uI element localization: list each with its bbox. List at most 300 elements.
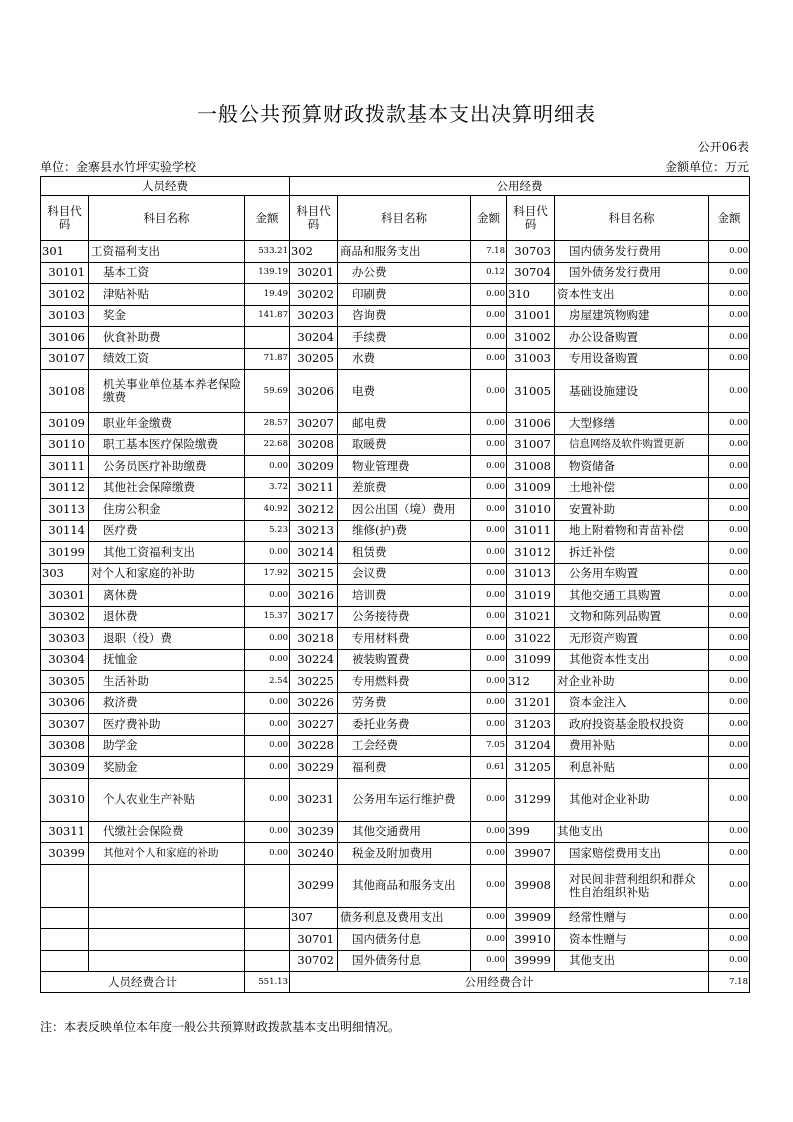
cell-code: 31006 (507, 413, 555, 435)
cell-name: 地上附着物和青苗补偿 (555, 520, 709, 542)
cell-name: 其他交通工具购置 (555, 585, 709, 607)
cell-code: 31099 (507, 649, 555, 671)
cell-code: 30225 (290, 671, 338, 693)
cell-amount (245, 864, 290, 907)
table-row (41, 649, 750, 671)
cell-name: 咨询费 (338, 305, 471, 327)
cell-amount: 139.19 (245, 262, 290, 284)
cell-code: 30214 (290, 542, 338, 564)
cell-name: 津贴补贴 (89, 284, 245, 306)
cell-amount: 0.00 (471, 434, 507, 456)
cell-name: 国家赔偿费用支出 (555, 843, 709, 865)
cell-code: 30703 (507, 241, 555, 263)
amount-header: 金额 (709, 196, 750, 241)
table-row (41, 520, 750, 542)
cell-code: 30102 (41, 284, 89, 306)
cell-amount: 0.00 (471, 907, 507, 929)
cell-name: 奖励金 (89, 757, 245, 779)
cell-code: 30702 (290, 950, 338, 972)
cell-name: 其他商品和服务支出 (338, 864, 471, 907)
cell-amount: 0.00 (245, 821, 290, 843)
cell-code: 30112 (41, 477, 89, 499)
cell-amount: 0.00 (471, 843, 507, 865)
cell-amount: 2.54 (245, 671, 290, 693)
cell-code (41, 907, 89, 929)
cell-amount: 0.00 (709, 671, 750, 693)
cell-amount: 3.72 (245, 477, 290, 499)
cell-amount: 0.00 (245, 692, 290, 714)
cell-amount: 19.49 (245, 284, 290, 306)
cell-amount: 0.00 (709, 348, 750, 370)
cell-amount: 28.57 (245, 413, 290, 435)
cell-name: 抚恤金 (89, 649, 245, 671)
cell-name: 办公费 (338, 262, 471, 284)
table-row (41, 262, 750, 284)
table-body (41, 241, 750, 972)
table-row (41, 929, 750, 951)
cell-amount: 0.00 (245, 585, 290, 607)
cell-amount: 0.00 (709, 542, 750, 564)
cell-code: 31009 (507, 477, 555, 499)
cell-name: 其他工资福利支出 (89, 542, 245, 564)
public-total-value: 7.18 (709, 972, 750, 993)
cell-amount: 22.68 (245, 434, 290, 456)
cell-code: 31002 (507, 327, 555, 349)
cell-name: 专用材料费 (338, 628, 471, 650)
cell-amount: 0.00 (471, 477, 507, 499)
table-row (41, 284, 750, 306)
cell-amount: 0.00 (709, 477, 750, 499)
cell-name: 信息网络及软件购置更新 (555, 434, 709, 456)
cell-code: 31204 (507, 735, 555, 757)
cell-amount: 0.00 (709, 757, 750, 779)
cell-name: 因公出国（境）费用 (338, 499, 471, 521)
cell-code: 30308 (41, 735, 89, 757)
cell-name: 拆迁补偿 (555, 542, 709, 564)
cell-amount: 0.00 (471, 585, 507, 607)
cell-name: 国内债务付息 (338, 929, 471, 951)
cell-name: 绩效工资 (89, 348, 245, 370)
cell-name: 救济费 (89, 692, 245, 714)
cell-amount: 0.00 (709, 499, 750, 521)
cell-name: 对民间非营利组织和群众性自治组织补贴 (555, 864, 709, 907)
table-row (41, 434, 750, 456)
cell-code: 39907 (507, 843, 555, 865)
cell-code: 399 (507, 821, 555, 843)
cell-amount: 0.00 (471, 628, 507, 650)
cell-amount: 0.00 (709, 520, 750, 542)
page-title: 一般公共预算财政拨款基本支出决算明细表 (197, 102, 596, 126)
cell-amount (245, 950, 290, 972)
cell-code: 31201 (507, 692, 555, 714)
cell-code: 30218 (290, 628, 338, 650)
cell-amount: 0.12 (471, 262, 507, 284)
cell-code: 30217 (290, 606, 338, 628)
cell-name: 基本工资 (89, 262, 245, 284)
cell-code: 31013 (507, 563, 555, 585)
cell-name: 其他对企业补助 (555, 778, 709, 821)
cell-code: 39910 (507, 929, 555, 951)
cell-name: 其他交通费用 (338, 821, 471, 843)
cell-amount: 0.00 (709, 327, 750, 349)
cell-code: 30202 (290, 284, 338, 306)
cell-code (41, 929, 89, 951)
cell-amount: 0.00 (709, 241, 750, 263)
cell-amount: 0.00 (709, 305, 750, 327)
cell-code: 30212 (290, 499, 338, 521)
cell-amount: 0.00 (471, 821, 507, 843)
cell-code: 30224 (290, 649, 338, 671)
cell-name: 医疗费 (89, 520, 245, 542)
amount-header: 金额 (245, 196, 290, 241)
cell-code: 302 (290, 241, 338, 263)
cell-amount: 0.00 (471, 413, 507, 435)
cell-amount: 0.00 (471, 714, 507, 736)
cell-name: 资本性赠与 (555, 929, 709, 951)
cell-code: 30208 (290, 434, 338, 456)
name-header: 科目名称 (555, 196, 709, 241)
cell-name: 其他支出 (555, 821, 709, 843)
cell-name: 大型修缮 (555, 413, 709, 435)
cell-name: 委托业务费 (338, 714, 471, 736)
table-row (41, 950, 750, 972)
cell-amount: 71.87 (245, 348, 290, 370)
table-row (41, 735, 750, 757)
cell-name: 利息补贴 (555, 757, 709, 779)
unit-label: 单位：金寨县水竹坪实验学校 (40, 160, 197, 174)
cell-name (89, 864, 245, 907)
personnel-header: 人员经费 (41, 177, 290, 196)
cell-name: 资本性支出 (555, 284, 709, 306)
cell-amount: 0.00 (245, 649, 290, 671)
cell-amount (245, 929, 290, 951)
table-row (41, 477, 750, 499)
cell-code: 30213 (290, 520, 338, 542)
cell-amount: 0.00 (471, 563, 507, 585)
cell-amount: 533.21 (245, 241, 290, 263)
cell-code: 301 (41, 241, 89, 263)
cell-amount: 0.00 (709, 950, 750, 972)
cell-name: 国外债务付息 (338, 950, 471, 972)
cell-code: 30216 (290, 585, 338, 607)
cell-name: 会议费 (338, 563, 471, 585)
cell-name: 国外债务发行费用 (555, 262, 709, 284)
cell-code: 31012 (507, 542, 555, 564)
amount-header: 金额 (471, 196, 507, 241)
cell-code: 31021 (507, 606, 555, 628)
cell-name: 伙食补助费 (89, 327, 245, 349)
cell-code: 312 (507, 671, 555, 693)
cell-amount: 0.00 (709, 929, 750, 951)
cell-amount: 5.23 (245, 520, 290, 542)
cell-code: 31299 (507, 778, 555, 821)
cell-code: 31007 (507, 434, 555, 456)
cell-name: 福利费 (338, 757, 471, 779)
cell-name: 职业年金缴费 (89, 413, 245, 435)
table-row (41, 606, 750, 628)
cell-amount: 0.00 (471, 671, 507, 693)
cell-code: 30108 (41, 370, 89, 413)
cell-amount: 0.00 (709, 585, 750, 607)
cell-name: 水费 (338, 348, 471, 370)
cell-name: 公务接待费 (338, 606, 471, 628)
cell-amount: 7.18 (471, 241, 507, 263)
public-header: 公用经费 (290, 177, 750, 196)
cell-amount: 141.87 (245, 305, 290, 327)
cell-name: 差旅费 (338, 477, 471, 499)
cell-code: 30299 (290, 864, 338, 907)
cell-code: 30239 (290, 821, 338, 843)
cell-amount: 0.00 (709, 284, 750, 306)
cell-code: 39908 (507, 864, 555, 907)
cell-code: 31008 (507, 456, 555, 478)
cell-code: 30309 (41, 757, 89, 779)
cell-name: 资本金注入 (555, 692, 709, 714)
cell-amount: 0.00 (471, 864, 507, 907)
cell-name: 经常性赠与 (555, 907, 709, 929)
cell-amount: 0.00 (709, 456, 750, 478)
cell-amount: 0.00 (471, 284, 507, 306)
cell-name: 奖金 (89, 305, 245, 327)
cell-name: 邮电费 (338, 413, 471, 435)
cell-amount: 0.00 (709, 262, 750, 284)
cell-name: 债务利息及费用支出 (338, 907, 471, 929)
cell-name: 专用设备购置 (555, 348, 709, 370)
code-header: 科目代码 (290, 196, 338, 241)
footnote: 注：本表反映单位本年度一般公共预算财政拨款基本支出明细情况。 (40, 1020, 401, 1034)
cell-name: 政府投资基金股权投资 (555, 714, 709, 736)
cell-code: 31203 (507, 714, 555, 736)
cell-code: 30311 (41, 821, 89, 843)
cell-name: 维修(护)费 (338, 520, 471, 542)
cell-code: 31003 (507, 348, 555, 370)
table-row (41, 778, 750, 821)
cell-amount: 0.00 (709, 907, 750, 929)
cell-name (89, 907, 245, 929)
table-row (41, 843, 750, 865)
cell-code: 30113 (41, 499, 89, 521)
cell-amount: 0.00 (471, 692, 507, 714)
cell-amount: 0.00 (709, 606, 750, 628)
cell-code: 30704 (507, 262, 555, 284)
cell-amount: 0.00 (709, 735, 750, 757)
cell-code: 31022 (507, 628, 555, 650)
table-row (41, 757, 750, 779)
cell-amount: 0.00 (709, 434, 750, 456)
cell-amount: 0.00 (245, 628, 290, 650)
cell-name: 工会经费 (338, 735, 471, 757)
cell-name: 培训费 (338, 585, 471, 607)
cell-name: 电费 (338, 370, 471, 413)
cell-code: 30228 (290, 735, 338, 757)
cell-name: 手续费 (338, 327, 471, 349)
cell-name: 对企业补助 (555, 671, 709, 693)
cell-amount: 0.00 (709, 413, 750, 435)
cell-code: 30307 (41, 714, 89, 736)
table-row (41, 348, 750, 370)
cell-name: 土地补偿 (555, 477, 709, 499)
table-row (41, 821, 750, 843)
public-total-label: 公用经费合计 (290, 972, 709, 993)
cell-name: 职工基本医疗保险缴费 (89, 434, 245, 456)
cell-code: 30199 (41, 542, 89, 564)
name-header: 科目名称 (338, 196, 471, 241)
cell-amount: 0.00 (709, 821, 750, 843)
cell-name: 退休费 (89, 606, 245, 628)
cell-amount: 0.00 (471, 370, 507, 413)
cell-amount: 0.00 (709, 714, 750, 736)
cell-name: 医疗费补助 (89, 714, 245, 736)
cell-name: 个人农业生产补贴 (89, 778, 245, 821)
cell-amount: 0.00 (471, 499, 507, 521)
cell-code: 31005 (507, 370, 555, 413)
table-row (41, 671, 750, 693)
cell-name: 基础设施建设 (555, 370, 709, 413)
cell-name: 代缴社会保险费 (89, 821, 245, 843)
cell-name: 公务员医疗补助缴费 (89, 456, 245, 478)
cell-amount (245, 327, 290, 349)
cell-amount: 40.92 (245, 499, 290, 521)
table-row (41, 542, 750, 564)
cell-code: 30301 (41, 585, 89, 607)
cell-amount: 0.00 (245, 778, 290, 821)
table-row (41, 692, 750, 714)
cell-name: 其他支出 (555, 950, 709, 972)
money-unit-label: 金额单位：万元 (664, 160, 749, 174)
table-row (41, 370, 750, 413)
cell-code: 30110 (41, 434, 89, 456)
cell-amount: 59.69 (245, 370, 290, 413)
cell-amount: 0.00 (471, 327, 507, 349)
cell-code (41, 950, 89, 972)
cell-name: 机关事业单位基本养老保险缴费 (89, 370, 245, 413)
cell-code: 30231 (290, 778, 338, 821)
cell-name: 其他社会保障缴费 (89, 477, 245, 499)
cell-code: 30227 (290, 714, 338, 736)
cell-amount: 0.00 (245, 843, 290, 865)
cell-name: 无形资产购置 (555, 628, 709, 650)
table-row (41, 628, 750, 650)
cell-amount: 0.00 (471, 520, 507, 542)
cell-code: 30206 (290, 370, 338, 413)
cell-name: 专用燃料费 (338, 671, 471, 693)
cell-name: 工资福利支出 (89, 241, 245, 263)
table-row (41, 456, 750, 478)
cell-code: 307 (290, 907, 338, 929)
table-row (41, 499, 750, 521)
cell-amount: 0.00 (471, 778, 507, 821)
cell-code: 303 (41, 563, 89, 585)
cell-code: 30106 (41, 327, 89, 349)
cell-name: 住房公积金 (89, 499, 245, 521)
cell-name: 文物和陈列品购置 (555, 606, 709, 628)
cell-code: 30310 (41, 778, 89, 821)
cell-name: 对个人和家庭的补助 (89, 563, 245, 585)
cell-amount: 0.00 (471, 542, 507, 564)
cell-amount: 0.00 (471, 649, 507, 671)
cell-amount: 0.00 (471, 456, 507, 478)
cell-name: 助学金 (89, 735, 245, 757)
cell-code: 30211 (290, 477, 338, 499)
cell-name (89, 950, 245, 972)
cell-name: 安置补助 (555, 499, 709, 521)
cell-name: 生活补助 (89, 671, 245, 693)
cell-name: 租赁费 (338, 542, 471, 564)
form-number: 公开06表 (697, 140, 749, 154)
cell-amount: 17.92 (245, 563, 290, 585)
cell-code: 30306 (41, 692, 89, 714)
cell-amount: 15.37 (245, 606, 290, 628)
table-row (41, 714, 750, 736)
cell-name: 费用补贴 (555, 735, 709, 757)
cell-amount: 0.00 (471, 305, 507, 327)
cell-code: 30305 (41, 671, 89, 693)
cell-code: 30203 (290, 305, 338, 327)
cell-amount: 0.00 (245, 757, 290, 779)
code-header: 科目代码 (41, 196, 89, 241)
table-row (41, 864, 750, 907)
table-row (41, 413, 750, 435)
table-row (41, 327, 750, 349)
cell-amount: 0.00 (709, 778, 750, 821)
cell-code: 39909 (507, 907, 555, 929)
cell-code: 31001 (507, 305, 555, 327)
cell-amount: 0.00 (471, 606, 507, 628)
cell-amount: 0.00 (709, 649, 750, 671)
cell-code: 31205 (507, 757, 555, 779)
cell-amount (245, 907, 290, 929)
cell-code: 30207 (290, 413, 338, 435)
cell-code: 30209 (290, 456, 338, 478)
cell-name: 办公设备购置 (555, 327, 709, 349)
cell-code: 31011 (507, 520, 555, 542)
cell-name: 房屋建筑物购建 (555, 305, 709, 327)
cell-name: 印刷费 (338, 284, 471, 306)
cell-name: 物业管理费 (338, 456, 471, 478)
cell-name: 公务用车购置 (555, 563, 709, 585)
cell-name: 税金及附加费用 (338, 843, 471, 865)
cell-code: 30304 (41, 649, 89, 671)
cell-amount: 0.00 (245, 714, 290, 736)
table-row (41, 241, 750, 263)
personnel-total-label: 人员经费合计 (41, 972, 245, 993)
cell-amount: 0.00 (709, 370, 750, 413)
cell-code: 30240 (290, 843, 338, 865)
code-header: 科目代码 (507, 196, 555, 241)
cell-name: 物资储备 (555, 456, 709, 478)
cell-code: 30303 (41, 628, 89, 650)
cell-amount: 0.00 (471, 348, 507, 370)
cell-amount: 0.00 (709, 692, 750, 714)
cell-amount: 0.00 (709, 563, 750, 585)
cell-amount: 0.00 (709, 628, 750, 650)
personnel-total-value: 551.13 (245, 972, 290, 993)
cell-name: 离休费 (89, 585, 245, 607)
table-row (41, 305, 750, 327)
cell-name: 被装购置费 (338, 649, 471, 671)
cell-code: 30114 (41, 520, 89, 542)
cell-code: 30111 (41, 456, 89, 478)
cell-code: 30302 (41, 606, 89, 628)
cell-code: 30205 (290, 348, 338, 370)
cell-name: 取暖费 (338, 434, 471, 456)
cell-code: 30103 (41, 305, 89, 327)
cell-code (41, 864, 89, 907)
cell-amount: 0.61 (471, 757, 507, 779)
cell-amount: 0.00 (245, 456, 290, 478)
cell-amount: 0.00 (245, 542, 290, 564)
cell-name: 商品和服务支出 (338, 241, 471, 263)
